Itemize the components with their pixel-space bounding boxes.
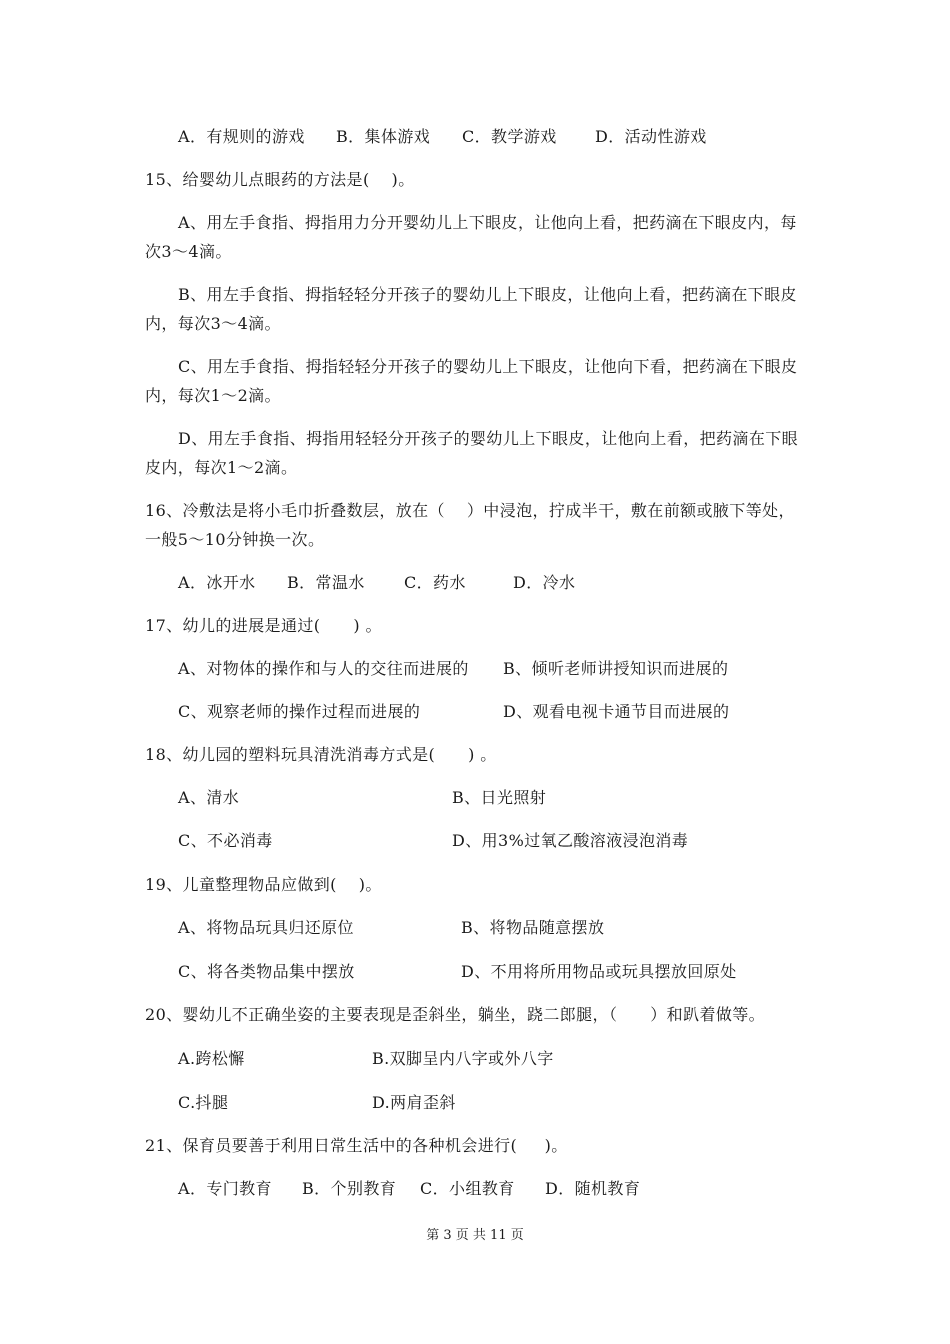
q17-option-c: C、观察老师的操作过程而进展的 xyxy=(178,702,421,721)
q19-option-c: C、将各类物品集中摆放 xyxy=(178,962,355,981)
q17-option-a: A、对物体的操作和与人的交往而进展的 xyxy=(178,659,469,678)
q19-stem: 19、儿童整理物品应做到( )。 xyxy=(145,875,382,894)
q14-option-b: B．集体游戏 xyxy=(336,127,431,146)
q16-stem-line1: 16、冷敷法是将小毛巾折叠数层，放在（ ）中浸泡，拧成半干，敷在前额或腋下等处， xyxy=(145,501,795,520)
q19-option-b: B、将物品随意摆放 xyxy=(461,918,605,937)
q15-stem: 15、给婴幼儿点眼药的方法是( )。 xyxy=(145,170,415,189)
q20-option-c: C.抖腿 xyxy=(178,1093,229,1112)
q20-option-a: A.跨松懈 xyxy=(178,1049,245,1068)
q18-option-a: A、清水 xyxy=(178,788,240,807)
q21-option-a: A．专门教育 xyxy=(178,1179,272,1198)
q20-option-b: B.双脚呈内八字或外八字 xyxy=(372,1049,554,1068)
q14-option-c: C．教学游戏 xyxy=(462,127,557,146)
q19-option-d: D、不用将所用物品或玩具摆放回原处 xyxy=(461,962,737,981)
q20-stem: 20、婴幼儿不正确坐姿的主要表现是歪斜坐，躺坐，跷二郎腿，（ ）和趴着做等。 xyxy=(145,1005,766,1024)
q15-option-b-line2: 内，每次3～4滴。 xyxy=(145,314,281,333)
q15-option-d-line1: D、用左手食指、拇指用轻轻分开孩子的婴幼儿上下眼皮，让他向上看，把药滴在下眼 xyxy=(178,429,799,448)
q16-option-c: C．药水 xyxy=(404,573,466,592)
q21-option-c: C．小组教育 xyxy=(420,1179,515,1198)
q21-option-d: D．随机教育 xyxy=(545,1179,641,1198)
q18-option-c: C、不必消毒 xyxy=(178,831,273,850)
q17-stem: 17、幼儿的进展是通过( ) 。 xyxy=(145,616,382,635)
q14-option-d: D．活动性游戏 xyxy=(595,127,707,146)
q18-option-d: D、用3%过氧乙酸溶液浸泡消毒 xyxy=(452,831,689,850)
q21-option-b: B．个别教育 xyxy=(302,1179,397,1198)
q16-option-a: A．冰开水 xyxy=(178,573,256,592)
q15-option-c-line2: 内，每次1～2滴。 xyxy=(145,386,281,405)
q21-stem: 21、保育员要善于利用日常生活中的各种机会进行( )。 xyxy=(145,1136,568,1155)
page-number-footer: 第 3 页 共 11 页 xyxy=(426,1228,524,1243)
q19-option-a: A、将物品玩具归还原位 xyxy=(178,918,354,937)
q18-stem: 18、幼儿园的塑料玩具清洗消毒方式是( ) 。 xyxy=(145,745,497,764)
q16-stem-line2: 一般5～10分钟换一次。 xyxy=(145,530,325,549)
q16-option-b: B．常温水 xyxy=(287,573,365,592)
q14-option-a: A．有规则的游戏 xyxy=(178,127,305,146)
q15-option-d-line2: 皮内，每次1～2滴。 xyxy=(145,458,298,477)
q17-option-b: B、倾听老师讲授知识而进展的 xyxy=(503,659,729,678)
q18-option-b: B、日光照射 xyxy=(452,788,547,807)
q17-option-d: D、观看电视卡通节目而进展的 xyxy=(503,702,730,721)
q15-option-a-line2: 次3～4滴。 xyxy=(145,242,232,261)
q15-option-b-line1: B、用左手食指、拇指轻轻分开孩子的婴幼儿上下眼皮，让他向上看，把药滴在下眼皮 xyxy=(178,285,797,304)
q15-option-a-line1: A、用左手食指、拇指用力分开婴幼儿上下眼皮，让他向上看，把药滴在下眼皮内，每 xyxy=(178,213,797,232)
q20-option-d: D.两肩歪斜 xyxy=(372,1093,456,1112)
q15-option-c-line1: C、用左手食指、拇指轻轻分开孩子的婴幼儿上下眼皮，让他向下看，把药滴在下眼皮 xyxy=(178,357,798,376)
q16-option-d: D．冷水 xyxy=(513,573,576,592)
